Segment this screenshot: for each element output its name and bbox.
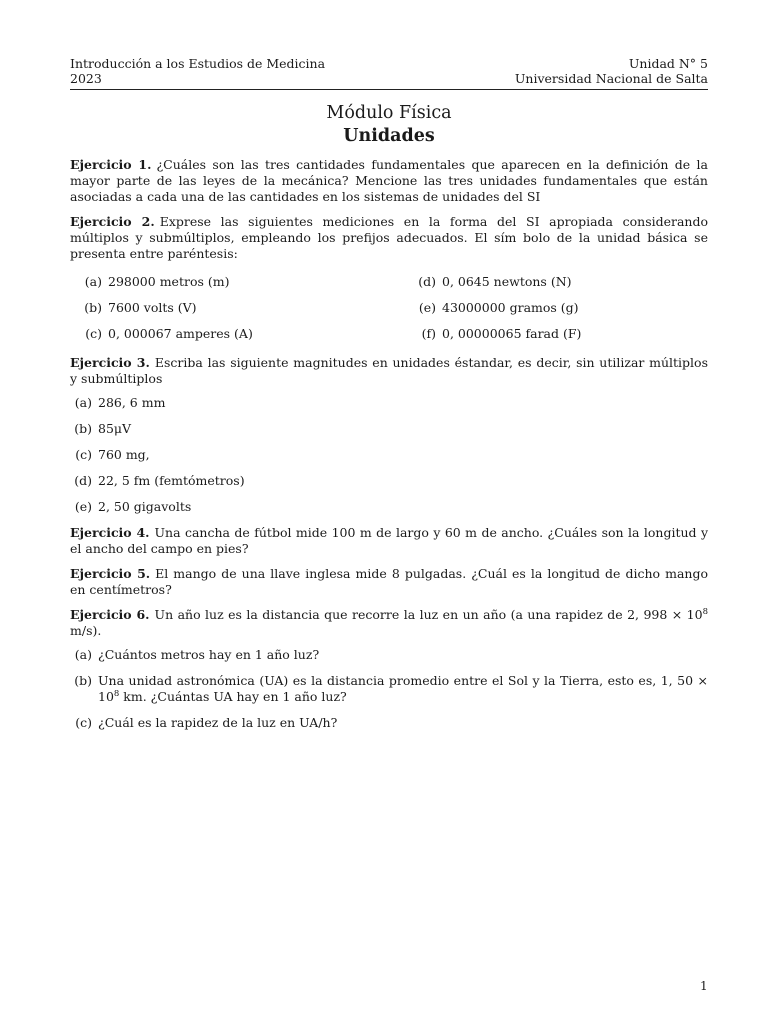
item-text: 43000000 gramos (g) bbox=[442, 299, 579, 315]
exercise-3-text: Escriba las siguiente magnitudes en unidades éstandar, es decir, sin utilizar múltiplos y submúltiplos bbox=[70, 355, 708, 386]
list-item bbox=[404, 320, 704, 346]
list-item bbox=[70, 320, 404, 346]
item-text: 0, 0645 newtons (N) bbox=[442, 273, 572, 289]
item-marker: (a) bbox=[74, 395, 92, 410]
item-marker: (b) bbox=[74, 421, 92, 436]
item-marker: (c) bbox=[85, 325, 102, 341]
exercise-3-label: Ejercicio 3. bbox=[70, 355, 150, 370]
item-text: 7600 volts (V) bbox=[108, 299, 197, 315]
exercise-2-items bbox=[70, 268, 708, 346]
exercise-1 bbox=[70, 157, 708, 205]
page-header bbox=[70, 56, 708, 86]
item-marker: (e) bbox=[418, 299, 436, 315]
item-marker: (e) bbox=[74, 499, 92, 514]
exercise-3 bbox=[70, 355, 708, 387]
item-text-part: Una unidad astronómica (UA) es la distancia promedio entre el Sol y la Tierra, esto es, 1, 50 × 10 bbox=[98, 673, 708, 704]
item-text: ¿Cuál es la rapidez de la luz en UA/h? bbox=[98, 715, 338, 730]
list-item bbox=[70, 673, 708, 705]
title-module: Módulo Física bbox=[326, 103, 452, 123]
item-marker: (c) bbox=[75, 715, 92, 730]
list-item bbox=[70, 421, 708, 437]
exercise-2 bbox=[70, 214, 708, 262]
item-text: 85μV bbox=[98, 421, 132, 436]
list-item bbox=[70, 647, 708, 663]
document-page bbox=[70, 56, 708, 741]
exercise-1-text: ¿Cuáles son las tres cantidades fundamentales que aparecen en la definición de la mayor parte de las leyes de la mecánica? Mencione las tres unidades fundamentales que están asociadas a cada una de las cantidades en los sistemas de unidades del SI bbox=[70, 157, 708, 204]
exercise-4 bbox=[70, 525, 708, 557]
item-marker: (f) bbox=[421, 325, 436, 341]
item-text: 0, 000067 amperes (A) bbox=[108, 325, 253, 341]
exercise-2-text: Exprese las siguientes mediciones en la forma del SI apropiada considerando múltiplos y submúltiplos, empleando los prefijos adecuados. El sím bolo de la unidad básica se presenta entre paréntesis: bbox=[70, 214, 709, 261]
exercise-6-text: Un año luz es la distancia que recorre la luz en un año (a una rapidez de 2, 998 × 10 bbox=[154, 607, 703, 622]
list-item bbox=[404, 268, 704, 294]
exercise-4-label: Ejercicio 4. bbox=[70, 525, 150, 540]
list-item bbox=[70, 473, 708, 489]
item-text: 298000 metros (m) bbox=[108, 273, 230, 289]
exercise-5 bbox=[70, 566, 708, 598]
item-marker: (d) bbox=[418, 273, 436, 289]
exercise-6-text-end: m/s). bbox=[70, 623, 102, 638]
page-number: 1 bbox=[700, 979, 708, 993]
header-rule bbox=[70, 89, 708, 90]
list-item bbox=[70, 395, 708, 411]
course-year: 2023 bbox=[70, 71, 102, 86]
item-text bbox=[92, 673, 708, 705]
item-marker: (b) bbox=[84, 299, 102, 315]
course-name: Introducción a los Estudios de Medicina bbox=[70, 56, 326, 71]
item-text: 760 mg, bbox=[98, 447, 150, 462]
title-topic: Unidades bbox=[343, 126, 435, 146]
exercise-6-items bbox=[70, 647, 708, 731]
university-name: Universidad Nacional de Salta bbox=[514, 71, 708, 86]
item-text: 0, 00000065 farad (F) bbox=[442, 325, 582, 341]
list-item bbox=[70, 499, 708, 515]
item-marker: (a) bbox=[74, 647, 92, 662]
exponent: 8 bbox=[113, 688, 120, 699]
exponent: 8 bbox=[702, 606, 709, 617]
exercise-6-label: Ejercicio 6. bbox=[70, 607, 150, 622]
item-marker: (b) bbox=[74, 673, 92, 688]
item-text: 22, 5 fm (femtómetros) bbox=[98, 473, 245, 488]
item-marker: (a) bbox=[84, 273, 102, 289]
header-left bbox=[70, 56, 325, 86]
item-text: 286, 6 mm bbox=[98, 395, 166, 410]
item-marker: (d) bbox=[74, 473, 92, 488]
header-right bbox=[515, 56, 708, 86]
exercise-5-text: El mango de una llave inglesa mide 8 pulgadas. ¿Cuál es la longitud de dicho mango en centímetros? bbox=[70, 566, 709, 597]
list-item bbox=[70, 447, 708, 463]
exercise-1-label: Ejercicio 1. bbox=[70, 157, 152, 172]
item-text: 2, 50 gigavolts bbox=[98, 499, 192, 514]
exercise-4-text: Una cancha de fútbol mide 100 m de largo y 60 m de ancho. ¿Cuáles son la longitud y el ancho del campo en pies? bbox=[70, 525, 709, 556]
exercise-2-label: Ejercicio 2. bbox=[70, 214, 155, 229]
exercise-3-items bbox=[70, 395, 708, 515]
list-item bbox=[70, 268, 404, 294]
page-title bbox=[70, 102, 708, 148]
list-item bbox=[70, 715, 708, 731]
exercise-6 bbox=[70, 607, 708, 639]
unit-number: Unidad N° 5 bbox=[628, 56, 708, 71]
exercise-5-label: Ejercicio 5. bbox=[70, 566, 151, 581]
item-marker: (c) bbox=[75, 447, 92, 462]
list-item bbox=[70, 294, 404, 320]
item-text: ¿Cuántos metros hay en 1 año luz? bbox=[98, 647, 320, 662]
list-item bbox=[404, 294, 704, 320]
item-text-part: km. ¿Cuántas UA hay en 1 año luz? bbox=[119, 689, 347, 704]
